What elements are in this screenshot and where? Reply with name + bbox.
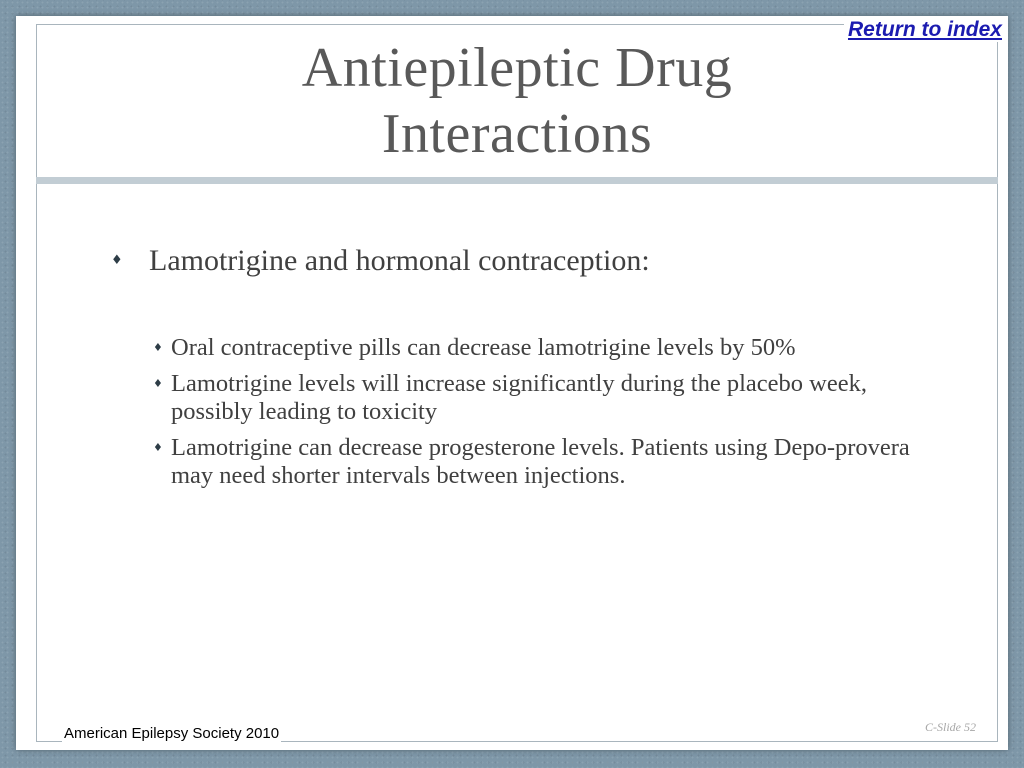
diamond-bullet-icon: ♦ <box>111 253 123 268</box>
sub-bullet-item <box>153 434 931 490</box>
sub-bullet-item <box>153 334 931 362</box>
footer-credit: American Epilepsy Society 2010 <box>64 725 280 742</box>
slide <box>16 16 1008 750</box>
sub-bullet-list <box>111 334 931 490</box>
sub-bullet-text: Lamotrigine levels will increase significantly during the placebo week, possibly leading to toxicity <box>171 370 867 425</box>
diamond-bullet-icon: ♦ <box>153 341 163 354</box>
return-to-index-link[interactable]: Return to index <box>844 18 1006 42</box>
slide-content <box>111 238 931 498</box>
title-area <box>36 24 998 178</box>
diamond-bullet-icon: ♦ <box>153 377 163 390</box>
title-divider <box>36 177 998 184</box>
sub-bullet-item <box>153 370 931 426</box>
sub-bullet-text: Lamotrigine can decrease progesterone levels. Patients using Depo-provera may need shorter intervals between injections. <box>171 434 910 489</box>
sub-bullet-text: Oral contraceptive pills can decrease lamotrigine levels by 50% <box>171 334 796 361</box>
slide-number: C-Slide 52 <box>925 720 976 734</box>
diamond-bullet-icon: ♦ <box>153 441 163 454</box>
main-bullet <box>111 238 931 284</box>
main-bullet-text: Lamotrigine and hormonal contraception: <box>149 244 650 277</box>
slide-title: Antiepileptic Drug Interactions <box>301 37 733 165</box>
